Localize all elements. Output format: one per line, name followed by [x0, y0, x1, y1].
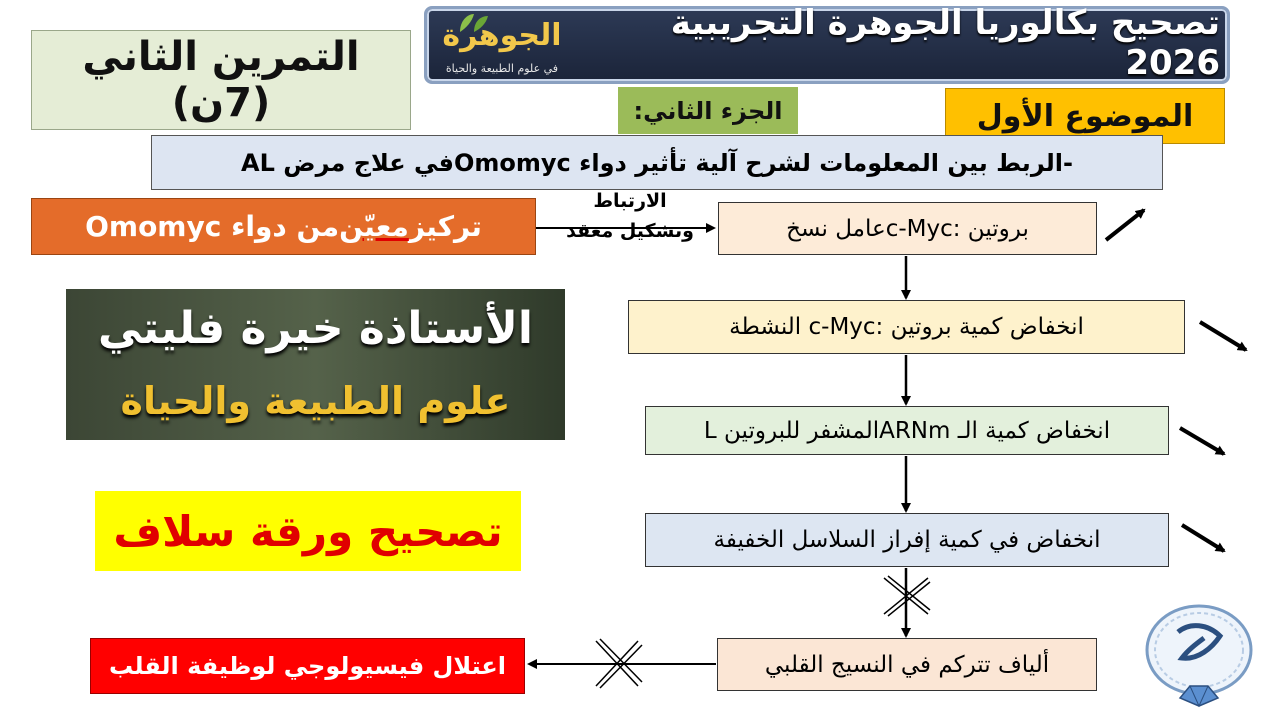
drug-text-underlined: معيّن [339, 210, 409, 243]
section-heading: -الربط بين المعلومات لشرح آلية تأثير دواء Omomycفي علاج مرض AL [151, 135, 1163, 190]
brand-logo [432, 10, 572, 80]
drug-text-before: تركيز [408, 210, 482, 243]
decrease-light-chains-box: انخفاض في كمية إفراز السلاسل الخفيفة [645, 513, 1169, 567]
correction-label: تصحيح ورقة سلاف [95, 491, 521, 571]
part-label: الجزء الثاني: [618, 87, 798, 134]
heart-dysfunction-box: اعتلال فيسيولوجي لوظيفة القلب [90, 638, 525, 694]
exercise-title: التمرين الثاني (7ن) [31, 30, 411, 130]
teacher-subject: علوم الطبيعة والحياة [120, 379, 511, 423]
increase-arrow-icon [1106, 210, 1144, 240]
topic-label: الموضوع الأول [945, 88, 1225, 144]
binding-label-line2: وتشكيل معقد [566, 220, 694, 242]
cross-mark-vertical [884, 576, 930, 616]
decrease-arrow-icon-3 [1182, 525, 1224, 551]
drug-text-after: من دواء Omomyc [85, 210, 340, 243]
binding-label [545, 186, 715, 266]
cross-mark-horizontal [596, 639, 642, 688]
decrease-arrow-icon-1 [1200, 322, 1246, 350]
drug-concentration-box [31, 198, 536, 255]
decrease-cmyc-box: انخفاض كمية بروتين :c-Myc النشطة [628, 300, 1185, 354]
brand-subtitle: في علوم الطبيعة والحياة [445, 62, 559, 75]
teacher-panel [66, 289, 565, 440]
banner-title: تصحيح بكالوريا الجوهرة التجريبية 2026 [670, 3, 1220, 83]
jewel-logo-icon [1138, 602, 1260, 708]
teacher-name: الأستاذة خيرة فليتي [97, 303, 533, 354]
fibers-box: ألياف تتركم في النسيج القلبي [717, 638, 1097, 691]
brand-name: الجوهرة [442, 18, 562, 53]
decrease-arn-box: انخفاض كمية الـ ARNmالمشفر للبروتين L [645, 406, 1169, 455]
binding-label-line1: الارتباط [593, 190, 667, 212]
decrease-arrow-icon-2 [1180, 428, 1224, 454]
cmyc-protein-box: بروتين :c-Mycعامل نسخ [718, 202, 1097, 255]
